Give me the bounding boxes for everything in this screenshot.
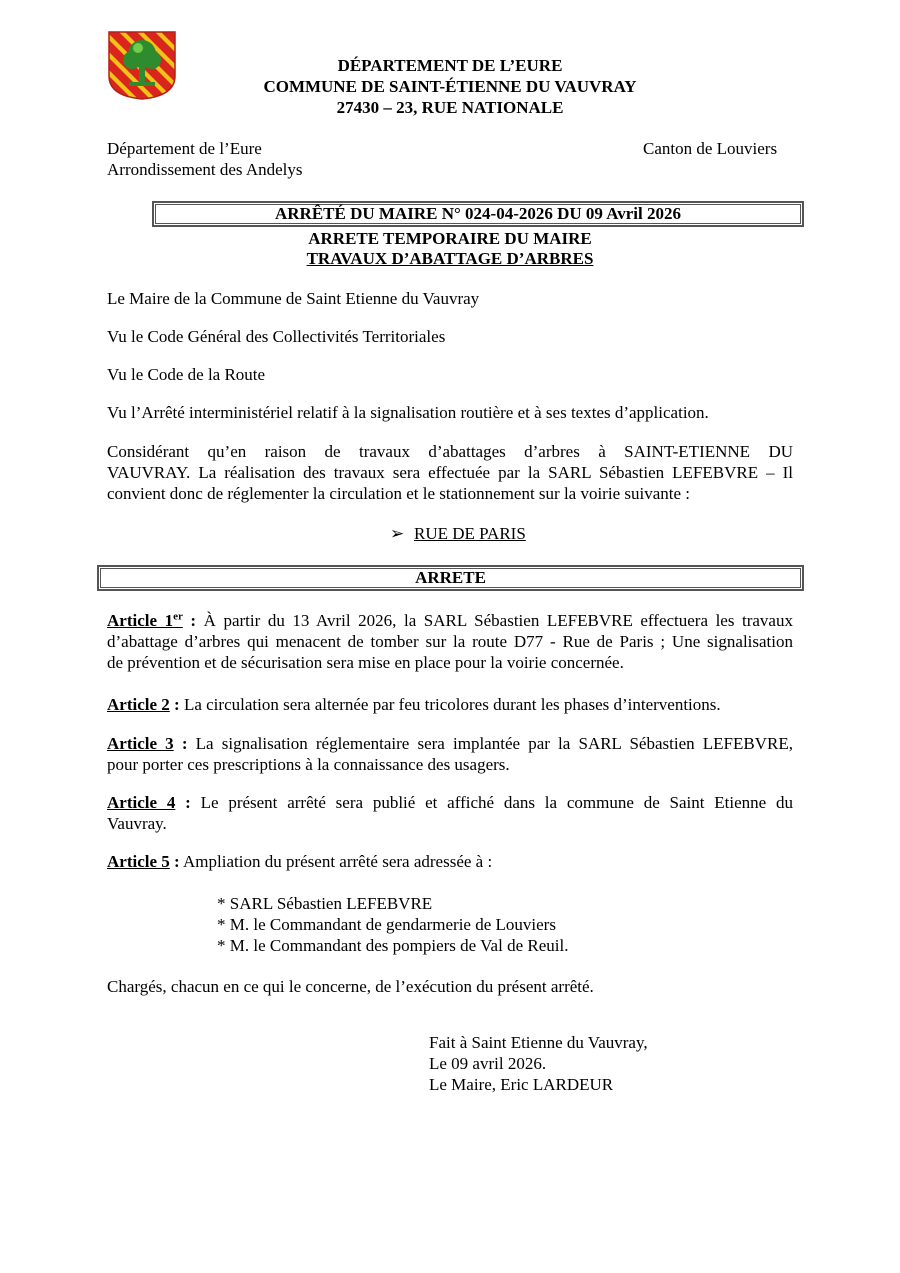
article-5: Article 5 : Ampliation du présent arrêté sera adressée à : <box>107 852 493 871</box>
road-item <box>390 523 526 544</box>
subtitle-temporary: ARRETE TEMPORAIRE DU MAIRE <box>308 229 592 248</box>
article-2: Article 2 : La circulation sera alternée par feu tricolores durant les phases d’interventions. <box>107 695 721 714</box>
administrative-info <box>107 138 302 180</box>
recipients-list <box>217 893 568 956</box>
header-address: 27430 – 23, RUE NATIONALE <box>336 98 564 117</box>
signature-block <box>429 1032 648 1095</box>
article-3-line-2: pour porter ces prescriptions à la connaissance des usagers. <box>107 755 510 774</box>
article-1-line-2: d’abattage d’arbres qui menacent de tomber sur la route D77 - Rue de Paris ; Une signalisation <box>107 632 793 651</box>
subtitle-works: TRAVAUX D’ABATTAGE D’ARBRES <box>306 249 594 268</box>
article-5-label: Article 5 <box>107 852 170 871</box>
intro-mayor: Le Maire de la Commune de Saint Etienne du Vauvray <box>107 289 480 308</box>
considerant-line-1: Considérant qu’en raison de travaux d’abattages d’arbres à SAINT-ETIENNE DU <box>107 442 793 461</box>
municipality-header <box>200 55 700 118</box>
intro-code-route: Vu le Code de la Route <box>107 365 266 384</box>
department-line: Département de l’Eure <box>107 139 262 158</box>
decree-subtitle <box>150 229 750 269</box>
header-department: DÉPARTEMENT DE L’EURE <box>337 56 563 75</box>
recipient-item: * SARL Sébastien LEFEBVRE <box>217 894 433 913</box>
signature-date: Le 09 avril 2026. <box>429 1054 547 1073</box>
intro-arrete-interministeriel: Vu l’Arrêté interministériel relatif à la signalisation routière et à ses textes d’application. <box>107 403 709 422</box>
article-4-label: Article 4 <box>107 793 176 812</box>
article-4 <box>107 792 793 834</box>
article-1-label: Article 1er <box>107 610 183 630</box>
recipient-item: * M. le Commandant des pompiers de Val de Reuil. <box>217 936 569 955</box>
considerant-line-2: VAUVRAY. La réalisation des travaux sera effectuée par la SARL Sébastien LEFEBVRE – Il <box>107 463 793 482</box>
arrete-heading: ARRETE <box>415 568 486 587</box>
arrow-bullet-icon: ➢ <box>390 524 405 543</box>
article-1 <box>107 610 793 673</box>
article-3-label: Article 3 <box>107 734 174 753</box>
article-1-line-3: de prévention et de sécurisation sera mise en place pour la voirie concernée. <box>107 653 624 672</box>
considerant-paragraph <box>107 441 793 504</box>
article-1-line-1: Article 1er : À partir du 13 Avril 2026, la SARL Sébastien LEFEBVRE effectuera les travaux <box>107 610 793 630</box>
signature-mayor: Le Maire, Eric LARDEUR <box>429 1075 614 1094</box>
closing-statement: Chargés, chacun en ce qui le concerne, de l’exécution du présent arrêté. <box>107 977 594 996</box>
considerant-line-3: convient donc de réglementer la circulation et le stationnement sur la voirie suivante : <box>107 484 690 503</box>
article-4-line-2: Vauvray. <box>107 814 167 833</box>
article-3 <box>107 733 793 775</box>
road-name: RUE DE PARIS <box>414 524 526 543</box>
article-2-label: Article 2 <box>107 695 170 714</box>
article-4-line-1: Article 4 : Le présent arrêté sera publié et affiché dans la commune de Saint Etienne du <box>107 793 793 812</box>
canton-line: Canton de Louviers <box>643 139 778 158</box>
decree-title-box <box>152 201 804 227</box>
intro-code-collectivites: Vu le Code Général des Collectivités Territoriales <box>107 327 446 346</box>
coat-of-arms-icon <box>107 30 177 100</box>
article-3-line-1: Article 3 : La signalisation réglementaire sera implantée par la SARL Sébastien LEFEBVRE, <box>107 734 793 753</box>
arrete-heading-box <box>97 565 804 591</box>
signature-place: Fait à Saint Etienne du Vauvray, <box>429 1033 648 1052</box>
recipient-item: * M. le Commandant de gendarmerie de Louviers <box>217 915 556 934</box>
arrondissement-line: Arrondissement des Andelys <box>107 160 303 179</box>
header-commune: COMMUNE DE SAINT-ÉTIENNE DU VAUVRAY <box>263 77 637 96</box>
decree-title: ARRÊTÉ DU MAIRE N° 024-04-2026 DU 09 Avril 2026 <box>275 204 681 223</box>
